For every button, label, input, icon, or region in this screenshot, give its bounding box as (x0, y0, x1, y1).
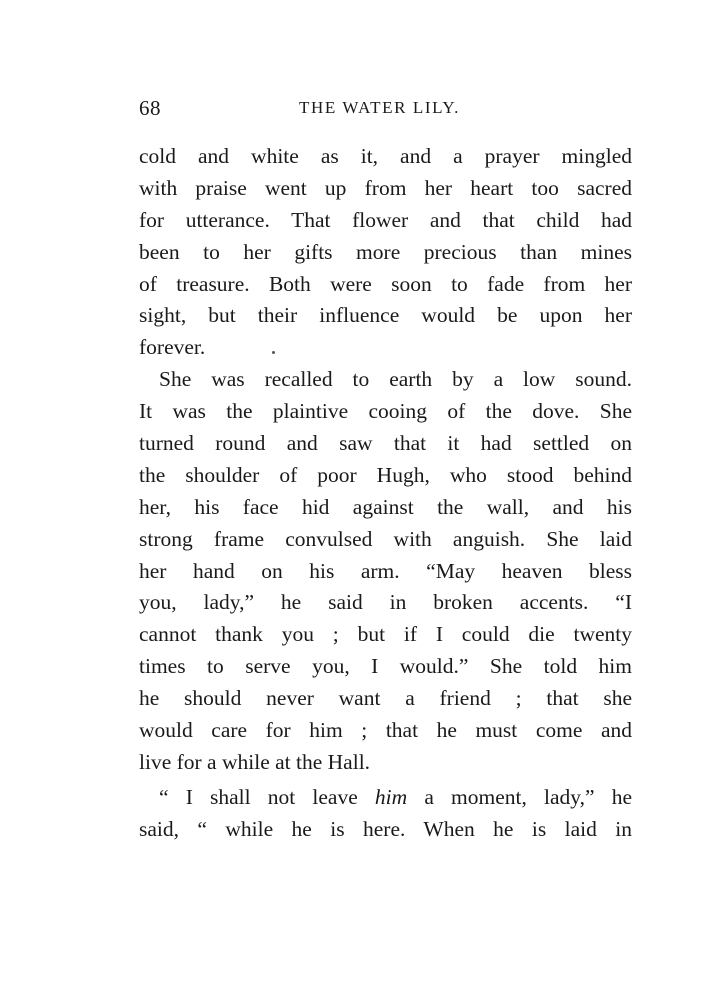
text-line: sight, but their influence would be upon her (139, 303, 632, 328)
text-line: It was the plaintive cooing of the dove. She (139, 399, 632, 424)
text-line: cold and white as it, and a prayer mingled (139, 144, 632, 168)
text-line: would care for him ; that he must come and (139, 718, 632, 743)
running-head (139, 96, 632, 126)
text-line: you, lady,” he said in broken accents. “I (139, 590, 632, 615)
text-line: She was recalled to earth by a low sound. (159, 367, 632, 392)
italic-word: him (374, 784, 408, 809)
running-title: THE WATER LILY. (299, 98, 460, 117)
body-text (139, 141, 632, 846)
text-line: cannot thank you ; but if I could die twenty (139, 622, 632, 647)
text-line: of treasure. Both were soon to fade from her (139, 271, 632, 296)
text-line: her, his face hid against the wall, and his (139, 494, 632, 519)
page-number: 68 (139, 96, 161, 120)
text-line: live for a while at the Hall. (139, 749, 371, 774)
text-line: he should never want a friend ; that she (139, 686, 632, 711)
text-line (139, 782, 632, 814)
text-line (139, 814, 632, 846)
text-line: her hand on his arm. “May heaven bless (139, 558, 632, 583)
text-line: times to serve you, I would.” She told him (139, 654, 632, 679)
text-line: for utterance. That flower and that child had (139, 207, 632, 232)
paragraph-2 (139, 364, 632, 779)
text-line: been to her gifts more precious than mines (139, 239, 632, 264)
paragraph-3 (139, 782, 632, 846)
text-line: forever. (139, 335, 206, 360)
text-segment: said, “ while he is here. When he is laid in (139, 816, 632, 841)
text-line: with praise went up from her heart too sacred (139, 175, 632, 200)
paragraph-1 (139, 141, 632, 364)
text-segment: “ I shall not leave (159, 784, 375, 809)
text-line: the shoulder of poor Hugh, who stood behind (139, 462, 632, 487)
text-segment: a moment, lady,” he (407, 784, 633, 809)
text-line: strong frame convulsed with anguish. She laid (139, 526, 632, 551)
text-line: turned round and saw that it had settled on (139, 431, 632, 456)
